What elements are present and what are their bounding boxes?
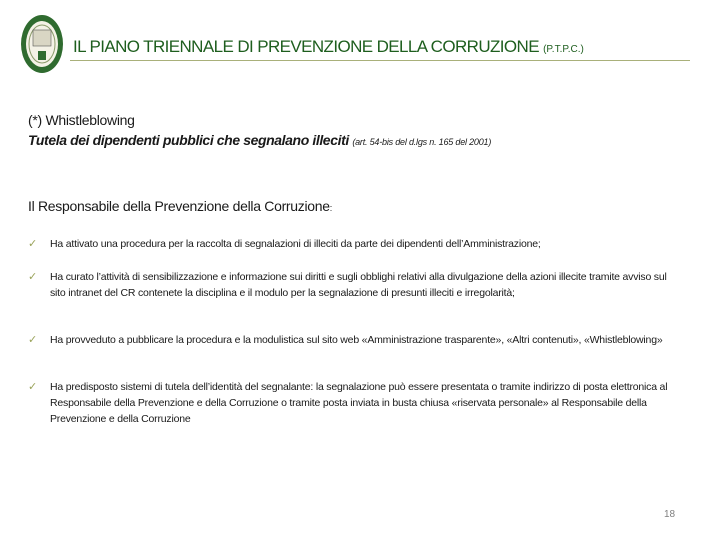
list-item: ✓ Ha provveduto a pubblicare la procedura e la modulistica sul sito web «Amministrazione trasparente», «Altri contenuti», «Whistleblowing» xyxy=(28,334,663,346)
section-heading: (*) Whistleblowing xyxy=(28,112,135,128)
check-icon: ✓ xyxy=(28,334,38,346)
page-number: 18 xyxy=(664,509,676,520)
page-title: IL PIANO TRIENNALE DI PREVENZIONE DELLA CORRUZIONE (P.T.P.C.) xyxy=(73,37,584,56)
list-item: ✓ Ha attivato una procedura per la raccolta di segnalazioni di illeciti da parte dei dipendenti dell’Amministrazione; xyxy=(28,238,541,250)
title-suffix: (P.T.P.C.) xyxy=(543,44,584,55)
list-item: ✓ Ha predisposto sistemi di tutela dell’identità del segnalante: la segnalazione può essere presentata o tramite indirizzo di posta elettronica al Responsabile della Prevenzione e della Corruzione o tramite posta inviata in busta chiusa «riservata personale» al Responsabile della Prevenzione e della Corruzione xyxy=(28,381,668,425)
check-icon: ✓ xyxy=(28,238,38,250)
law-reference: (art. 54-bis del d.lgs n. 165 del 2001) xyxy=(352,137,492,147)
responsible-label: Il Responsabile della Prevenzione della Corruzione: xyxy=(28,198,332,214)
list-item: ✓ Ha curato l’attività di sensibilizzazione e informazione sui diritti e sugli obblighi relativi alla divulgazione della azioni illecite tramite avviso sul sito intranet del CR contenete la disciplina e il modulo per la segnalazione di presunti illeciti e irregolarità; xyxy=(28,271,667,299)
section-subheading: Tutela dei dipendenti pubblici che segnalano illeciti (art. 54-bis del d.lgs n. 165 del 2001) xyxy=(28,132,492,148)
seal-logo-icon xyxy=(20,14,64,74)
title-divider xyxy=(70,60,690,61)
check-icon: ✓ xyxy=(28,271,38,283)
check-icon: ✓ xyxy=(28,381,38,393)
